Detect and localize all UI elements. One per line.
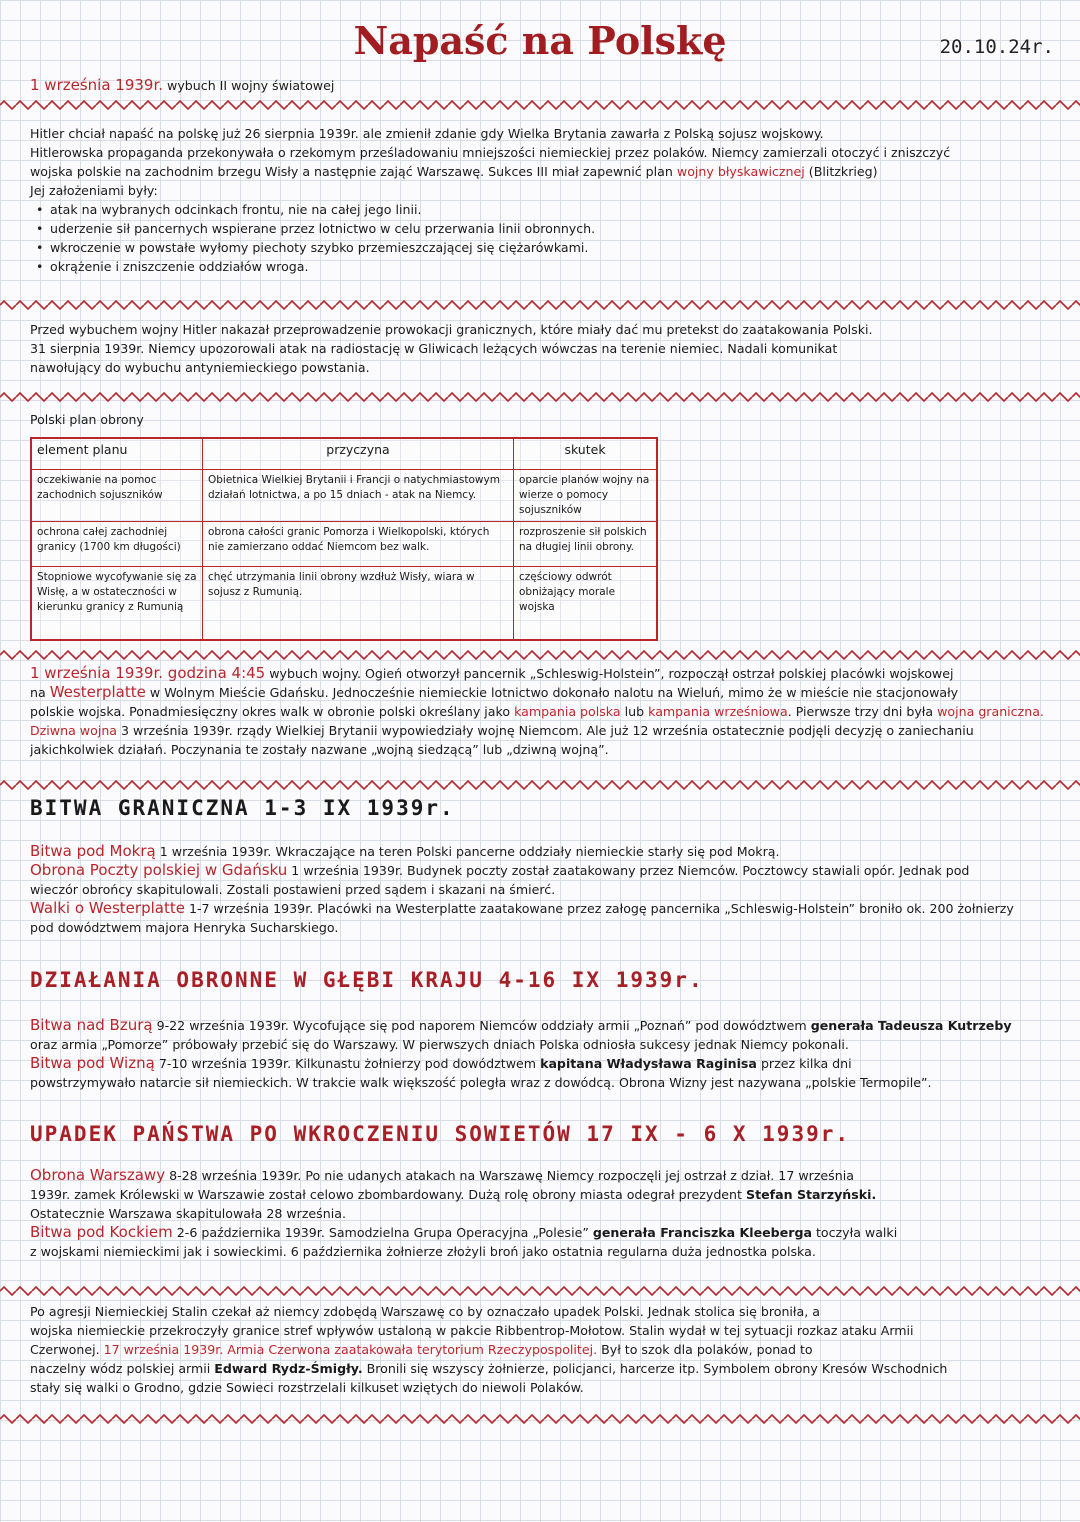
- starzynski-name: Stefan Starzyński.: [746, 1187, 877, 1202]
- table-cell: Stopniowe wycofywanie się za Wisłę, a w ostateczności w kierunku granicy z Rumunią: [31, 567, 203, 641]
- table-cell: oparcie planów wojny na wierze o pomocy sojuszników: [514, 470, 658, 522]
- kampania-wrzesniowa-term: kampania wrześniowa: [648, 704, 788, 719]
- table-cell: oczekiwanie na pomoc zachodnich sojuszników: [31, 470, 203, 522]
- mokra-line: [30, 842, 1056, 861]
- wave-divider: [0, 1414, 1080, 1424]
- poczta-term: Obrona Poczty polskiej w Gdańsku: [30, 861, 288, 879]
- soviet-attack-term: 17 września 1939r. Armia Czerwona zaatakowała terytorium Rzeczypospolitej.: [103, 1342, 598, 1357]
- soviet-line-5: stały się walki o Grodno, gdzie Sowieci rozstrzelali kilkuset wziętych do niewoli Polaków.: [30, 1380, 584, 1395]
- wave-divider: [0, 1286, 1080, 1296]
- soviet-text-4b: Bronili się wszyscy żołnierze, policjanci, harcerze itp. Symbolem obrony Kresów Wschodnich: [366, 1361, 948, 1376]
- westerplatte-line-2: pod dowództwem majora Henryka Sucharskiego.: [30, 920, 339, 935]
- soviet-line-4: [30, 1359, 1056, 1378]
- bzura-text: 9-22 września 1939r. Wycofujące się pod naporem Niemców oddziały armii „Poznań” pod dowództwem: [156, 1018, 807, 1033]
- outbreak-text-3c: . Pierwsze trzy dni była: [787, 704, 934, 719]
- soviet-line-1: Po agresji Niemieckiej Stalin czekał aż niemcy zdobędą Warszawę co by oznaczało upadek Polski. Jednak stolica się broniła, a: [30, 1304, 820, 1319]
- outbreak-text-2b: w Wolnym Mieście Gdańsku. Jednocześnie niemieckie lotnictwo dokonało nalotu na Wieluń, mimo że w mieście nie stacjonowały: [149, 685, 959, 700]
- outbreak-section: [30, 664, 1056, 759]
- outbreak-text-3b: lub: [624, 704, 645, 719]
- wizna-line-2: powstrzymywało natarcie sił niemieckich. W trakcie walk większość poległa wraz z dowódcą. Obrona Wizny jest nazywana „polskie Termopile”.: [30, 1075, 932, 1090]
- outbreak-line-4: [30, 721, 1056, 740]
- warszawa-line-3: Ostatecznie Warszawa skapitulowała 28 września.: [30, 1206, 346, 1221]
- warszawa-text: 8-28 września 1939r. Po nie udanych atakach na Warszawę Niemcy rozpoczęli jej ostrzał z dział. 17 września: [169, 1168, 854, 1183]
- outbreak-line-5: jakichkolwiek działań. Poczynania te zostały nazwane „wojną siedzącą” lub „dziwną wojną”.: [30, 742, 609, 757]
- kleeberg-name: generała Franciszka Kleeberga: [592, 1225, 812, 1240]
- table-row: [31, 567, 657, 641]
- outbreak-text-4: 3 września 1939r. rządy Wielkiej Brytanii wypowiedziały wojnę Niemcom. Ale już 12 września ostatecznie podjęli decyzję o zaniechaniu: [121, 723, 974, 738]
- list-item: • wkroczenie w powstałe wyłomy piechoty szybko przemieszczającej się ciężarówkami.: [50, 238, 1056, 257]
- westerplatte-text: 1-7 września 1939r. Placówki na Westerplatte zaatakowane przez załogę pancernika „Schleswig-Holstein” broniło ok. 200 żołnierzy: [188, 901, 1014, 916]
- mokra-term: Bitwa pod Mokrą: [30, 842, 156, 860]
- warszawa-line-2: [30, 1185, 1056, 1204]
- blitz-line-4: Jej założeniami były:: [30, 183, 158, 198]
- wizna-text-2: przez kilka dni: [760, 1056, 852, 1071]
- list-item: • uderzenie sił pancernych wspierane przez lotnictwo w celu przerwania linii obronnych.: [50, 219, 1056, 238]
- border-battle-heading: BITWA GRANICZNA 1-3 IX 1939r.: [30, 796, 455, 820]
- warszawa-line: [30, 1166, 1056, 1185]
- dziwna-wojna-term: Dziwna wojna: [30, 723, 118, 738]
- westerplatte-term: Westerplatte: [49, 683, 146, 701]
- rydz-name: Edward Rydz-Śmigły.: [214, 1361, 363, 1376]
- column-header: element planu: [31, 438, 203, 470]
- page-title: Napaść na Polskę: [353, 18, 727, 63]
- bzura-term: Bitwa nad Bzurą: [30, 1016, 153, 1034]
- outbreak-text-1: wybuch wojny. Ogień otworzył pancernik „Schleswig-Holstein”, rozpoczął ostrzał polskiej placówki wojskowej: [269, 666, 954, 681]
- wojna-graniczna-term: wojna graniczna.: [937, 704, 1044, 719]
- soviet-section: [30, 1302, 1056, 1397]
- outbreak-date: 1 września 1939r. godzina 4:45: [30, 664, 266, 682]
- soviet-line-2: wojska niemieckie przekroczyły granice stref wpływów ustaloną w pakcie Ribbentrop-Mołotow. Stalin wydał w tej sytuacji rozkaz ataku Armii: [30, 1323, 914, 1338]
- westerplatte-line: [30, 899, 1056, 918]
- bzura-line-2: oraz armia „Pomorze” próbowały przebić się do Warszawy. W pierwszych dniach Polska odniosła sukcesy jednak Niemcy pokonali.: [30, 1037, 849, 1052]
- poczta-text: 1 września 1939r. Budynek poczty został zaatakowany przez Niemców. Pocztowcy stawiali opór. Jednak pod: [291, 863, 970, 878]
- table-row: [31, 470, 657, 522]
- raginis-name: kapitana Władysława Raginisa: [540, 1056, 757, 1071]
- column-header: przyczyna: [203, 438, 514, 470]
- soviet-text-3b: Był to szok dla polaków, ponad to: [601, 1342, 813, 1357]
- blitz-section: [30, 124, 1056, 276]
- provocation-line-1: Przed wybuchem wojny Hitler nakazał przeprowadzenie prowokacji granicznych, które miały dać mu pretekst do zaatakowania Polski.: [30, 322, 873, 337]
- list-item: • atak na wybranych odcinkach frontu, nie na całej jego linii.: [50, 200, 1056, 219]
- column-header: skutek: [514, 438, 658, 470]
- blitz-bullets: [30, 200, 1056, 276]
- kock-line-2: z wojskami niemieckimi jak i sowieckimi. 6 października żołnierze złożyli broń jako ostatnia regularna duża jednostka polska.: [30, 1244, 816, 1259]
- collapse-heading: UPADEK PAŃSTWA PO WKROCZENIU SOWIETÓW 17 IX - 6 X 1939r.: [30, 1122, 851, 1146]
- provocation-line-2: 31 sierpnia 1939r. Niemcy upozorowali atak na radiostację w Gliwicach leżących wówczas na terenie niemiec. Nadali komunikat: [30, 341, 838, 356]
- collapse-section: [30, 1166, 1056, 1261]
- wizna-term: Bitwa pod Wizną: [30, 1054, 155, 1072]
- plan-heading: Polski plan obrony: [30, 412, 144, 427]
- soviet-line-3: [30, 1340, 1056, 1359]
- warszawa-text-2: 1939r. zamek Królewski w Warszawie został celowo zbombardowany. Dużą rolę obrony miasta odegrał prezydent: [30, 1187, 742, 1202]
- table-cell: rozproszenie sił polskich na długiej linii obrony.: [514, 522, 658, 567]
- wave-divider: [0, 650, 1080, 660]
- intro-line: [30, 76, 1056, 95]
- outbreak-text-3a: polskie wojska. Ponadmiesięczny okres walk w obronie polski określany jako: [30, 704, 511, 719]
- defense-heading: DZIAŁANIA OBRONNE W GŁĘBI KRAJU 4-16 IX 1939r.: [30, 968, 704, 992]
- westerplatte-battle-term: Walki o Westerplatte: [30, 899, 185, 917]
- kock-text: 2-6 października 1939r. Samodzielna Grupa Operacyjna „Polesie”: [176, 1225, 589, 1240]
- defense-plan-table: [30, 437, 658, 641]
- table-cell: chęć utrzymania linii obrony wzdłuż Wisły, wiara w sojusz z Rumunią.: [203, 567, 514, 641]
- kutrzeba-name: generała Tadeusza Kutrzeby: [810, 1018, 1012, 1033]
- blitz-line-3: [30, 162, 1056, 181]
- blitz-line-3b: (Blitzkrieg): [808, 164, 878, 179]
- wizna-line: [30, 1054, 1056, 1073]
- blitz-line-1: Hitler chciał napaść na polskę już 26 sierpnia 1939r. ale zmienił zdanie gdy Wielka Brytania zawarła z Polską sojusz wojskowy.: [30, 126, 824, 141]
- blitz-line-2: Hitlerowska propaganda przekonywała o rzekomym prześladowaniu mniejszości niemieckiej przez polaków. Niemcy zamierzali otoczyć i zniszczyć: [30, 145, 951, 160]
- warszawa-term: Obrona Warszawy: [30, 1166, 166, 1184]
- note-date: 20.10.24r.: [939, 36, 1054, 58]
- provocation-line-3: nawołujący do wybuchu antyniemieckiego powstania.: [30, 360, 370, 375]
- list-item: • okrążenie i zniszczenie oddziałów wroga.: [50, 257, 1056, 276]
- table-cell: ochrona całej zachodniej granicy (1700 km długości): [31, 522, 203, 567]
- kock-text-2: toczyła walki: [815, 1225, 898, 1240]
- soviet-text-3a: Czerwonej.: [30, 1342, 100, 1357]
- table-cell: Obietnica Wielkiej Brytanii i Francji o natychmiastowym działań lotnictwa, a po 15 dniach - atak na Niemcy.: [203, 470, 514, 522]
- outbreak-text-2a: na: [30, 685, 46, 700]
- table-cell: obrona całości granic Pomorza i Wielkopolski, których nie zamierzano oddać Niemcom bez walk.: [203, 522, 514, 567]
- table-header-row: [31, 438, 657, 470]
- table-cell: częściowy odwrót obniżający morale wojska: [514, 567, 658, 641]
- intro-date: 1 września 1939r.: [30, 76, 164, 94]
- provocation-section: [30, 320, 1056, 377]
- poczta-line-2: wieczór obrońcy skapitulowali. Zostali postawieni przed sądem i skazani na śmierć.: [30, 882, 556, 897]
- kock-line: [30, 1223, 1056, 1242]
- mokra-text: 1 września 1939r. Wkraczające na teren Polski pancerne oddziały niemieckie starły się pod Mokrą.: [159, 844, 780, 859]
- bzura-line: [30, 1016, 1056, 1035]
- outbreak-line-2: [30, 683, 1056, 702]
- wave-divider: [0, 780, 1080, 790]
- intro-text: wybuch II wojny światowej: [167, 78, 335, 93]
- outbreak-line-1: [30, 664, 1056, 683]
- wave-divider: [0, 392, 1080, 402]
- defense-section: [30, 1016, 1056, 1092]
- outbreak-line-3: [30, 702, 1056, 721]
- kock-term: Bitwa pod Kockiem: [30, 1223, 173, 1241]
- blitz-term: wojny błyskawicznej: [676, 164, 805, 179]
- blitz-line-3a: wojska polskie na zachodnim brzegu Wisły a następnie zająć Warszawę. Sukces III miał zapewnić plan: [30, 164, 673, 179]
- kampania-polska-term: kampania polska: [514, 704, 621, 719]
- soviet-text-4a: naczelny wódz polskiej armii: [30, 1361, 211, 1376]
- wizna-text: 7-10 września 1939r. Kilkunastu żołnierzy pod dowództwem: [158, 1056, 537, 1071]
- wave-divider: [0, 300, 1080, 310]
- poczta-line: [30, 861, 1056, 880]
- border-battle-section: [30, 842, 1056, 937]
- table-row: [31, 522, 657, 567]
- wave-divider: [0, 100, 1080, 110]
